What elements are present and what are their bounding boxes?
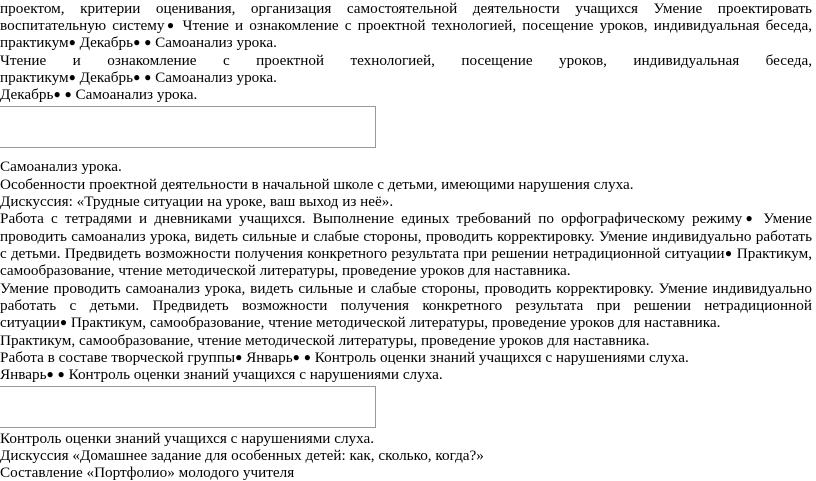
text-line: Дискуссия «Домашнее задание для особенных детей: как, сколько, когда?» (0, 447, 484, 464)
bullet-icon: ● (59, 315, 68, 329)
bullet-icon: ● (57, 367, 65, 381)
bullet-icon: ● (68, 35, 76, 49)
bullet-icon: ● (133, 70, 141, 84)
text-line: воспитательную систему● Чтение и ознакомление с проектной технологией, посещение уроков, индивидуальная беседа, (0, 17, 812, 34)
text-line: Составление «Портфолио» молодого учителя (0, 464, 295, 481)
empty-table-cell (0, 106, 376, 148)
bullet-icon: ● (303, 350, 311, 364)
text-line: Дискуссия: «Трудные ситуации на уроке, ваш выход из неё». (0, 193, 394, 210)
text-line: работать с детьми. Предвидеть возможности получения конкретного результата при решении нетрадиционной (0, 297, 812, 314)
bullet-icon: ● (144, 70, 152, 84)
text-line: ситуации● Практикум, самообразование, чтение методической литературы, проведение уроков для наставника. (0, 314, 721, 331)
text-line: проектом, критерии оценивания, организация самостоятельной деятельности учащихся Умение проектировать (0, 0, 812, 17)
text-line: Работа с тетрадями и дневниками учащихся. Выполнение единых требований по орфографическому режиму● Умение (0, 210, 813, 227)
bullet-icon: ● (742, 211, 757, 225)
bullet-icon: ● (724, 246, 733, 260)
text-line: Чтение и ознакомление с проектной технологией, посещение уроков, индивидуальная беседа, (0, 52, 812, 69)
text-line: Декабрь● ● Самоанализ урока. (0, 86, 198, 103)
bullet-icon: ● (133, 35, 141, 49)
bullet-icon: ● (292, 350, 300, 364)
text-line: Особенности проектной деятельности в начальной школе с детьми, имеющими нарушения слуха. (0, 176, 634, 193)
text-line: практикум● Декабрь● ● Самоанализ урока. (0, 69, 277, 86)
bullet-icon: ● (235, 350, 243, 364)
bullet-icon: ● (64, 87, 72, 101)
text-line: Практикум, самообразование, чтение методической литературы, проведение уроков для наставника. (0, 332, 650, 349)
text-line: Работа в составе творческой группы● Январь● ● Контроль оценки знаний учащихся с нарушениями слуха. (0, 349, 689, 366)
bullet-icon: ● (164, 18, 177, 32)
text-line: проводить самоанализ урока, видеть сильные и слабые стороны, проводить корректировку. Умение индивидуально работать (0, 228, 812, 245)
text-line: практикум● Декабрь● ● Самоанализ урока. (0, 34, 277, 51)
bullet-icon: ● (144, 35, 152, 49)
text-line: с детьми. Предвидеть возможности получения конкретного результата при решении нетрадиционной ситуации● Практикум, (0, 245, 812, 262)
text-line: самообразование, чтение методической литературы, проведение уроков для наставника. (0, 262, 571, 279)
empty-table-cell (0, 386, 376, 428)
bullet-icon: ● (68, 70, 76, 84)
text-line: Январь● ● Контроль оценки знаний учащихся с нарушениями слуха. (0, 366, 443, 383)
bullet-icon: ● (46, 367, 54, 381)
text-line: Контроль оценки знаний учащихся с нарушениями слуха. (0, 430, 375, 447)
text-line: Умение проводить самоанализ урока, видеть сильные и слабые стороны, проводить корректировку. Умение индивидуально (0, 280, 812, 297)
text-line: Самоанализ урока. (0, 158, 122, 175)
bullet-icon: ● (53, 87, 61, 101)
